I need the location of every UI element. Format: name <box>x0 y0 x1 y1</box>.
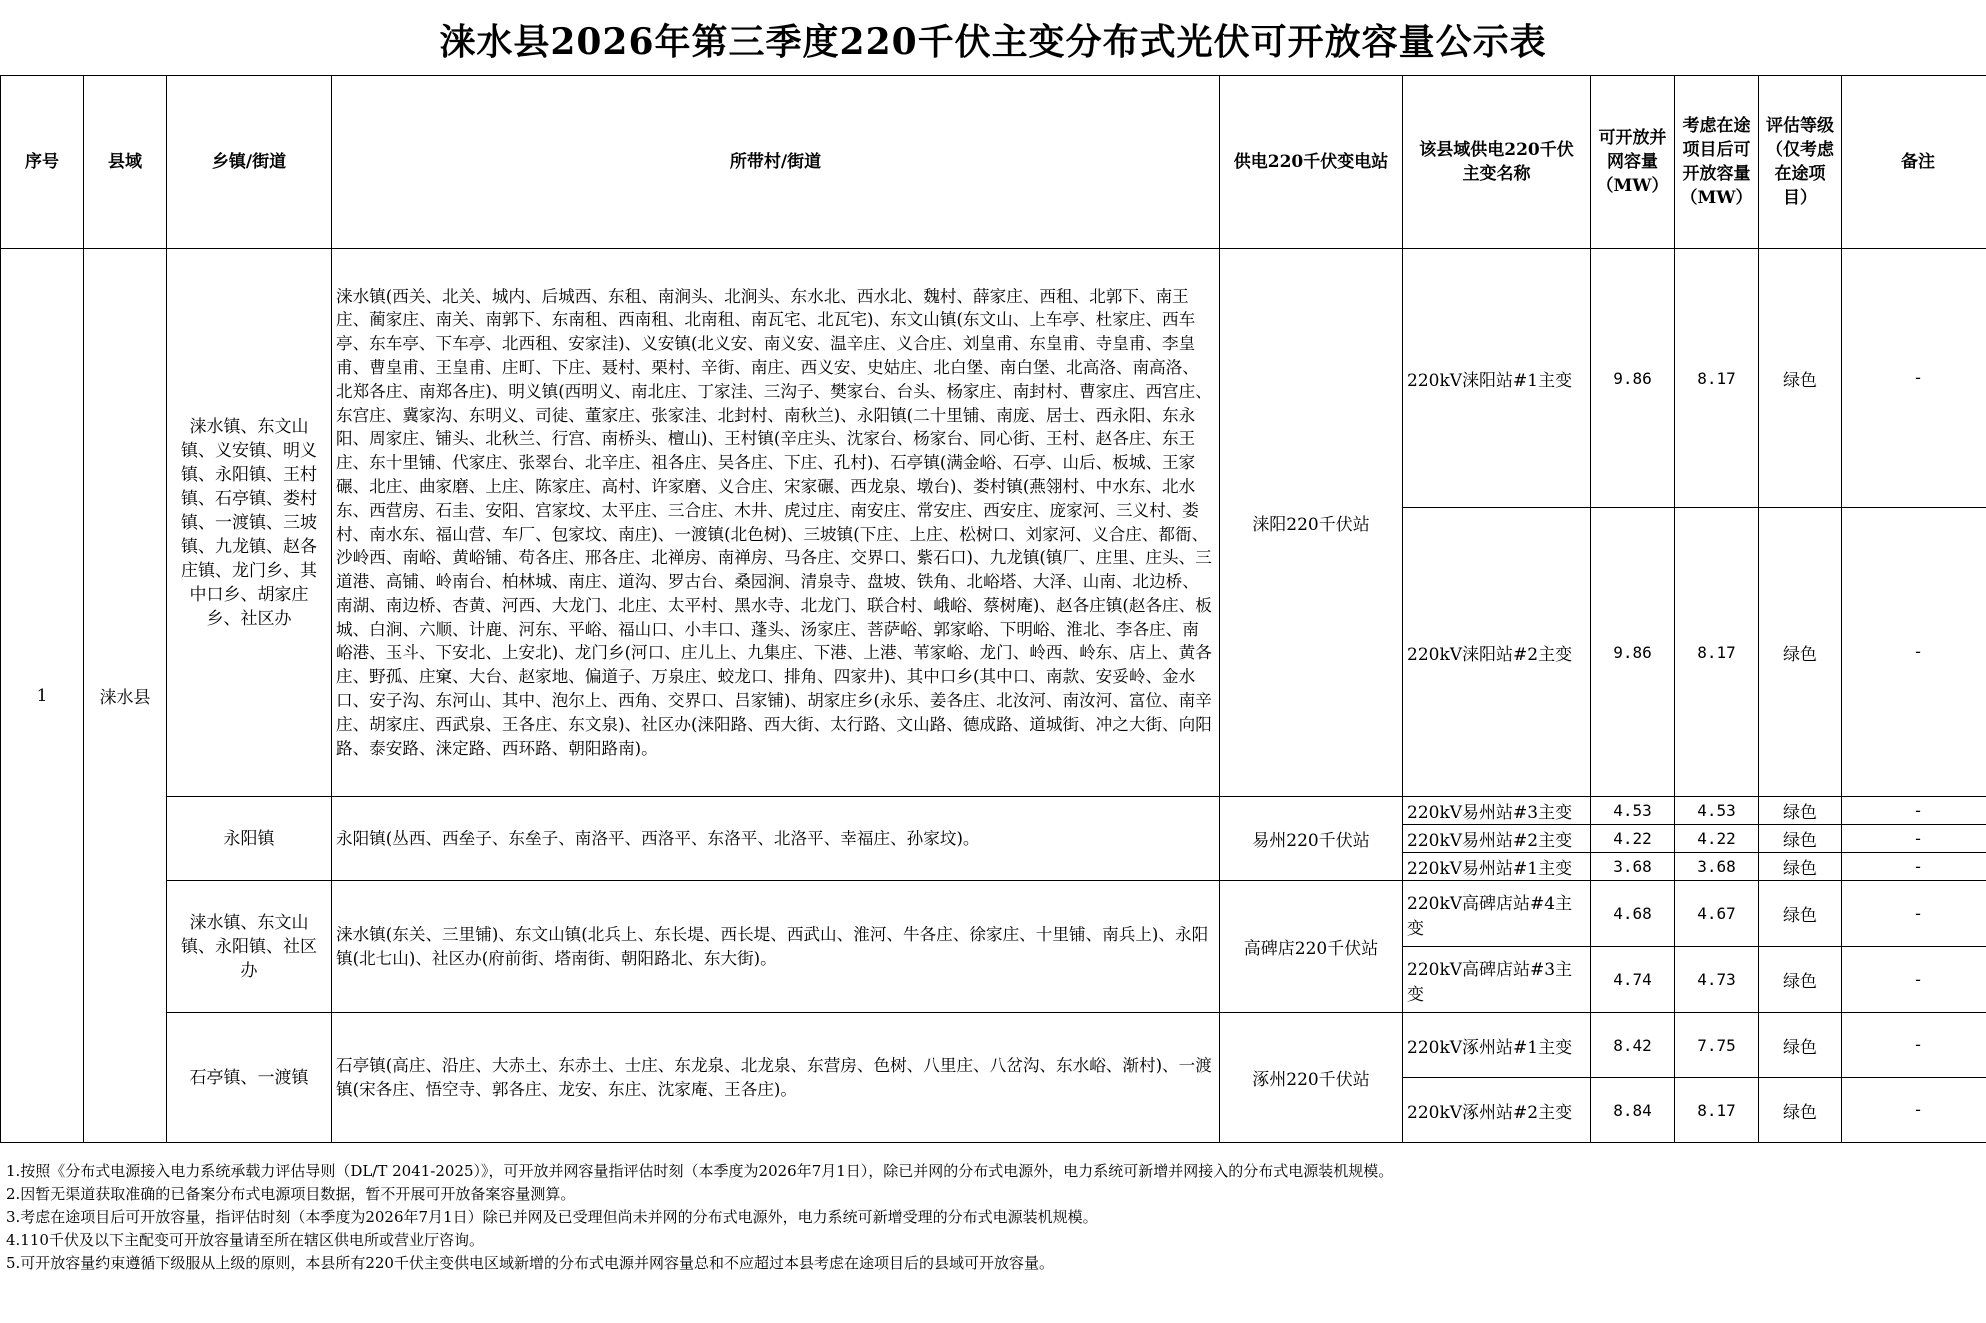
header-capacity-pending: 考虑在途项目后可开放容量（MW） <box>1675 76 1759 249</box>
villages-cell: 涞水镇(西关、北关、城内、后城西、东租、南涧头、北涧头、东水北、西水北、魏村、薛家庄、西租、北郭下、南王庄、蔺家庄、南关、南郭下、东南租、西南租、北南租、南瓦宅、北瓦宅)、东文山镇(东文山、上车亭、杜家庄、西车亭、东车亭、下车亭、北西租、安家洼)、义安镇(北义安、南义安、温辛庄、义合庄、刘皇甫、东皇甫、寺皇甫、李皇甫、曹皇甫、王皇甫、庄町、下庄、聂村、栗村、辛街、南庄、西义安、史姑庄、北白堡、南白堡、北高洛、南高洛、北郑各庄、南郑各庄)、明义镇(西明义、南北庄、丁家洼、三沟子、樊家台、台头、杨家庄、南封村、曹家庄、西宫庄、东宫庄、冀家沟、东明义、司徒、董家庄、张家洼、北封村、南秋兰)、永阳镇(二十里铺、南庞、居士、西永阳、东永阳、周家庄、铺头、北秋兰、行宫、南桥头、檀山)、王村镇(辛庄头、沈家台、杨家台、同心街、王村、赵各庄、东王庄、东十里铺、代家庄、张翠台、北辛庄、祖各庄、吴各庄、下庄、孔村)、石亭镇(满金峪、石亭、山后、板城、王家碾、北庄、曲家磨、上庄、陈家庄、高村、许家磨、义合庄、宋家碾、西龙泉、墩台)、娄村镇(燕翎村、中水东、北水东、西营房、石圭、安阳、宫家坟、太平庄、三合庄、木井、虎过庄、南安庄、常安庄、西安庄、庞家河、三义村、娄村、南水东、福山营、车厂、包家坟、南庄)、一渡镇(北色树)、三坡镇(下庄、上庄、松树口、刘家河、义合庄、都衙、沙岭西、南峪、黄峪铺、苟各庄、邢各庄、北禅房、南禅房、马各庄、交界口、紫石口)、九龙镇(镇厂、庄里、庄头、三道港、高铺、岭南台、柏林城、南庄、道沟、罗古台、桑园涧、清泉寺、盘坡、铁角、北峪塔、大泽、山南、北边桥、南湖、南边桥、杏黄、河西、大龙门、北庄、太平村、黑水寺、北龙门、联合村、峨峪、蔡树庵)、赵各庄镇(赵各庄、板城、白涧、六顺、计鹿、河东、平峪、福山口、小丰口、蓬头、汤家庄、菩萨峪、郭家峪、下明峪、淮北、李各庄、南峪港、玉斗、下安北、上安北)、龙门乡(河口、庄儿上、九集庄、下港、上港、苇家峪、龙门、岭西、岭东、店上、黄各庄、野孤、庄窠、大台、赵家地、偏道子、万泉庄、蛟龙口、排角、四家井)、其中口乡(其中口、南款、安妥岭、金水口、安子沟、东河山、其中、泡尔上、西角、交界口、吕家铺)、胡家庄乡(永乐、姜各庄、北汝河、南汝河、富位、南辛庄、胡家庄、西武泉、王各庄、东文泉)、社区办(涞阳路、西大街、太行路、文山路、德成路、道城街、冲之大街、向阳路、泰安路、涞定路、西环路、朝阳路南)。 <box>332 249 1220 797</box>
header-remark: 备注 <box>1842 76 1986 249</box>
pending-cell: 4.73 <box>1675 947 1759 1013</box>
header-town: 乡镇/街道 <box>167 76 332 249</box>
transformer-cell: 220kV高碑店站#3主变 <box>1403 947 1591 1013</box>
header-villages: 所带村/街道 <box>332 76 1220 249</box>
table-row <box>1 249 1986 508</box>
header-transformer: 该县域供电220千伏主变名称 <box>1403 76 1591 249</box>
station-cell: 涞阳220千伏站 <box>1220 249 1403 797</box>
town-cell: 涞水镇、东文山镇、义安镇、明义镇、永阳镇、王村镇、石亭镇、娄村镇、一渡镇、三坡镇、九龙镇、赵各庄镇、龙门乡、其中口乡、胡家庄乡、社区办 <box>167 249 332 797</box>
footnote: 4.110千伏及以下主配变可开放容量请至所在辖区供电所或营业厅咨询。 <box>6 1231 484 1249</box>
remark-cell: - <box>1842 881 1986 947</box>
transformer-cell: 220kV易州站#3主变 <box>1403 797 1591 825</box>
grade-cell: 绿色 <box>1759 249 1842 508</box>
remark-cell: - <box>1842 1013 1986 1078</box>
station-cell: 涿州220千伏站 <box>1220 1013 1403 1143</box>
remark-cell: - <box>1842 249 1986 508</box>
capacity-cell: 4.53 <box>1591 797 1675 825</box>
footnote: 5.可开放容量约束遵循下级服从上级的原则，本县所有220千伏主变供电区域新增的分布式电源并网容量总和不应超过本县考虑在途项目后的县域可开放容量。 <box>6 1254 1054 1272</box>
villages-cell: 涞水镇(东关、三里铺)、东文山镇(北兵上、东长堤、西长堤、西武山、淮河、牛各庄、徐家庄、十里铺、南兵上)、永阳镇(北七山)、社区办(府前街、塔南街、朝阳路北、东大街)。 <box>332 881 1220 1013</box>
page-title: 涞水县2026年第三季度220千伏主变分布式光伏可开放容量公示表 <box>439 21 1547 63</box>
grade-cell: 绿色 <box>1759 1013 1842 1078</box>
pending-cell: 8.17 <box>1675 1078 1759 1143</box>
capacity-cell: 4.22 <box>1591 825 1675 853</box>
remark-cell: - <box>1842 1078 1986 1143</box>
footnotes <box>6 1160 1393 1275</box>
station-cell: 易州220千伏站 <box>1220 797 1403 881</box>
transformer-cell: 220kV涿州站#2主变 <box>1403 1078 1591 1143</box>
transformer-cell: 220kV涿州站#1主变 <box>1403 1013 1591 1078</box>
villages-cell: 永阳镇(丛西、西垒子、东垒子、南洛平、西洛平、东洛平、北洛平、幸福庄、孙家坟)。 <box>332 797 1220 881</box>
capacity-cell: 4.74 <box>1591 947 1675 1013</box>
capacity-table <box>0 75 1986 1143</box>
table-row <box>1 797 1986 825</box>
remark-cell: - <box>1842 825 1986 853</box>
capacity-cell: 3.68 <box>1591 853 1675 881</box>
table-row <box>1 1013 1986 1078</box>
footnote: 2.因暂无渠道获取准确的已备案分布式电源项目数据，暂不开展可开放备案容量测算。 <box>6 1185 576 1203</box>
town-cell: 石亭镇、一渡镇 <box>167 1013 332 1143</box>
transformer-cell: 220kV涞阳站#2主变 <box>1403 508 1591 797</box>
grade-cell: 绿色 <box>1759 881 1842 947</box>
header-grade: 评估等级（仅考虑在途项目） <box>1759 76 1842 249</box>
remark-cell: - <box>1842 508 1986 797</box>
grade-cell: 绿色 <box>1759 825 1842 853</box>
grade-cell: 绿色 <box>1759 853 1842 881</box>
header-county: 县域 <box>84 76 167 249</box>
transformer-cell: 220kV高碑店站#4主变 <box>1403 881 1591 947</box>
pending-cell: 4.22 <box>1675 825 1759 853</box>
header-row <box>1 76 1986 249</box>
capacity-cell: 9.86 <box>1591 508 1675 797</box>
remark-cell: - <box>1842 797 1986 825</box>
grade-cell: 绿色 <box>1759 947 1842 1013</box>
grade-cell: 绿色 <box>1759 797 1842 825</box>
pending-cell: 7.75 <box>1675 1013 1759 1078</box>
remark-cell: - <box>1842 853 1986 881</box>
pending-cell: 8.17 <box>1675 249 1759 508</box>
pending-cell: 4.67 <box>1675 881 1759 947</box>
transformer-cell: 220kV易州站#2主变 <box>1403 825 1591 853</box>
header-seq: 序号 <box>1 76 84 249</box>
capacity-cell: 4.68 <box>1591 881 1675 947</box>
town-cell: 永阳镇 <box>167 797 332 881</box>
header-capacity: 可开放并网容量（MW） <box>1591 76 1675 249</box>
county-cell: 涞水县 <box>84 249 167 1143</box>
pending-cell: 8.17 <box>1675 508 1759 797</box>
transformer-cell: 220kV易州站#1主变 <box>1403 853 1591 881</box>
pending-cell: 4.53 <box>1675 797 1759 825</box>
villages-cell: 石亭镇(高庄、沿庄、大赤土、东赤土、士庄、东龙泉、北龙泉、东营房、色树、八里庄、八岔沟、东水峪、渐村)、一渡镇(宋各庄、悟空寺、郭各庄、龙安、东庄、沈家庵、王各庄)。 <box>332 1013 1220 1143</box>
table-row <box>1 881 1986 947</box>
footnote: 1.按照《分布式电源接入电力系统承载力评估导则（DL/T 2041-2025）》，可开放并网容量指评估时刻（本季度为2026年7月1日），除已并网的分布式电源外，电力系统可新增并网接入的分布式电源装机规模。 <box>6 1162 1394 1180</box>
seq-cell: 1 <box>1 249 84 1143</box>
capacity-cell: 8.84 <box>1591 1078 1675 1143</box>
capacity-cell: 9.86 <box>1591 249 1675 508</box>
capacity-cell: 8.42 <box>1591 1013 1675 1078</box>
grade-cell: 绿色 <box>1759 1078 1842 1143</box>
station-cell: 高碑店220千伏站 <box>1220 881 1403 1013</box>
header-station: 供电220千伏变电站 <box>1220 76 1403 249</box>
grade-cell: 绿色 <box>1759 508 1842 797</box>
town-cell: 涞水镇、东文山镇、永阳镇、社区办 <box>167 881 332 1013</box>
footnote: 3.考虑在途项目后可开放容量，指评估时刻（本季度为2026年7月1日）除已并网及已受理但尚未并网的分布式电源外，电力系统可新增受理的分布式电源装机规模。 <box>6 1208 1098 1226</box>
pending-cell: 3.68 <box>1675 853 1759 881</box>
remark-cell: - <box>1842 947 1986 1013</box>
transformer-cell: 220kV涞阳站#1主变 <box>1403 249 1591 508</box>
